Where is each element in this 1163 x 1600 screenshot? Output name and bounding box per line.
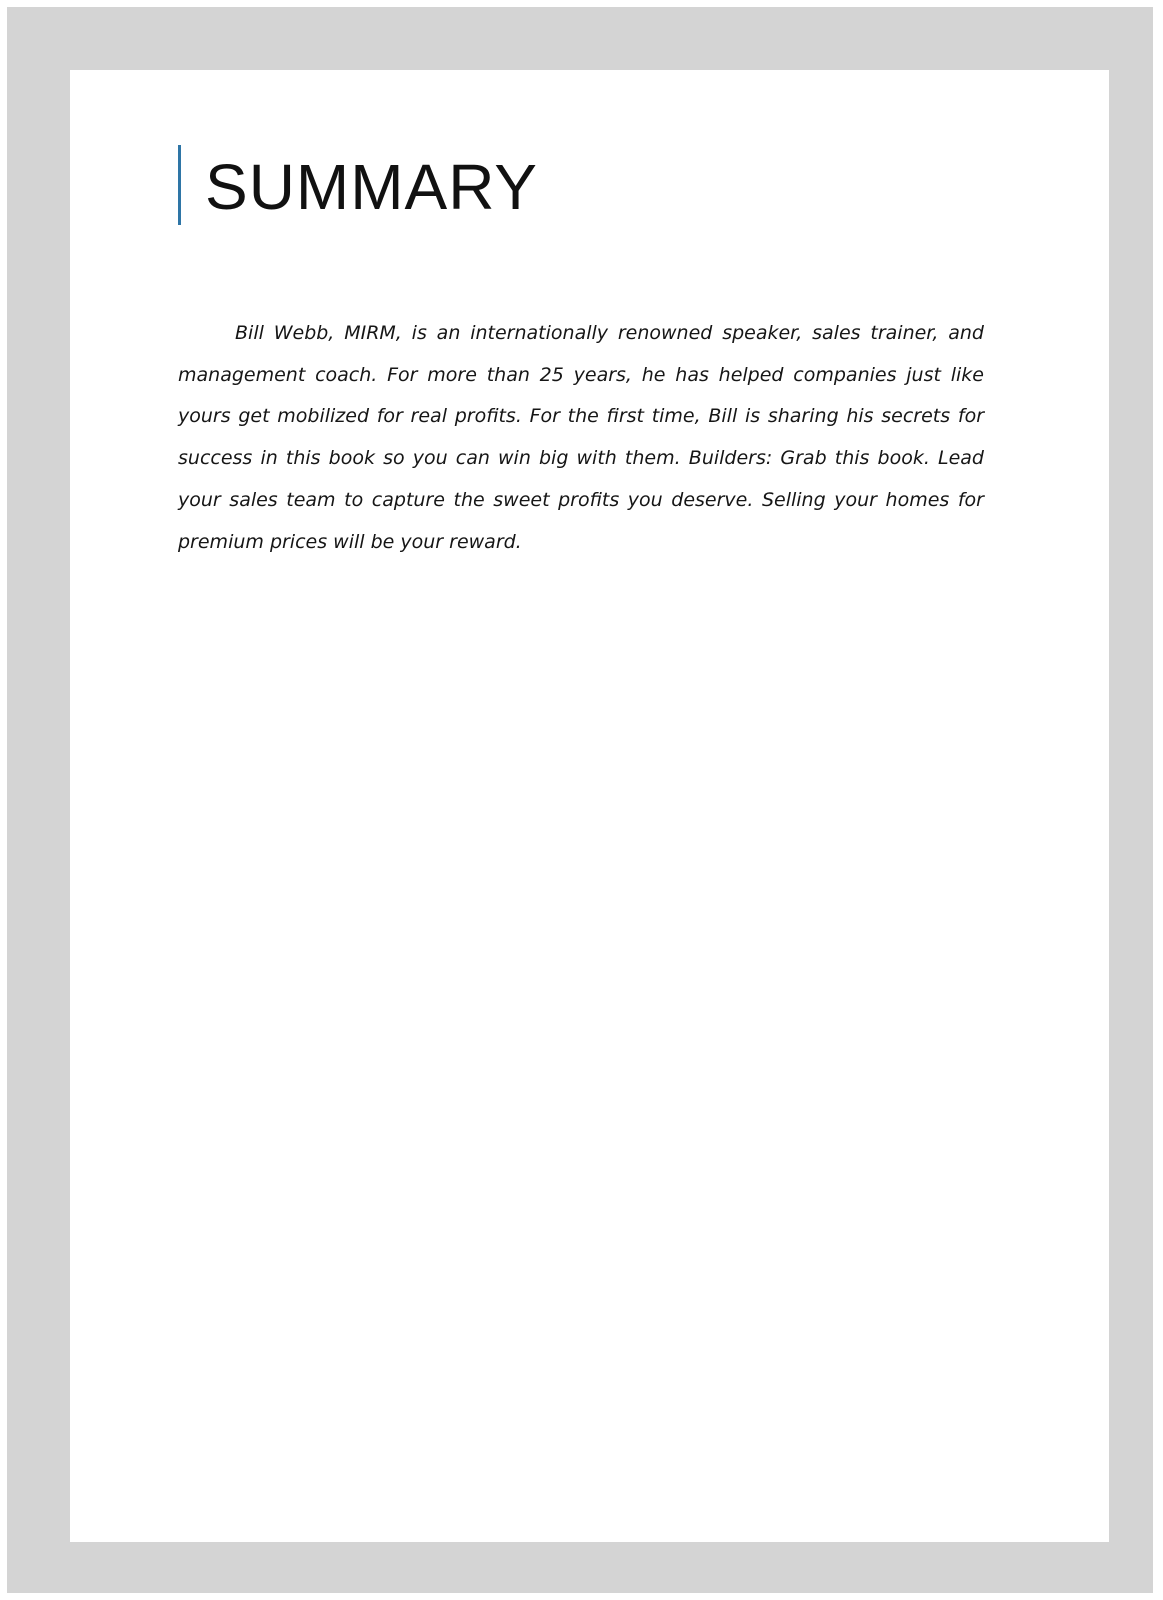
- summary-paragraph: Bill Webb, MIRM, is an internationally renowned speaker, sales trainer, and management coach. For more than 25 years, he has helped companies just like yours get mobilized for real profits. For the first time, Bill is sharing his secrets for success in this book so you can win big with them. Builders: Grab this book. Lead your sales team to capture the sweet profits you deserve. Selling your homes for premium prices will be your reward.: [178, 322, 984, 553]
- page-frame: [7, 7, 1153, 1593]
- heading-accent-rule: [178, 145, 181, 225]
- summary-heading: [178, 145, 538, 225]
- page-title: SUMMARY: [205, 151, 538, 223]
- document-page: [70, 70, 1109, 1542]
